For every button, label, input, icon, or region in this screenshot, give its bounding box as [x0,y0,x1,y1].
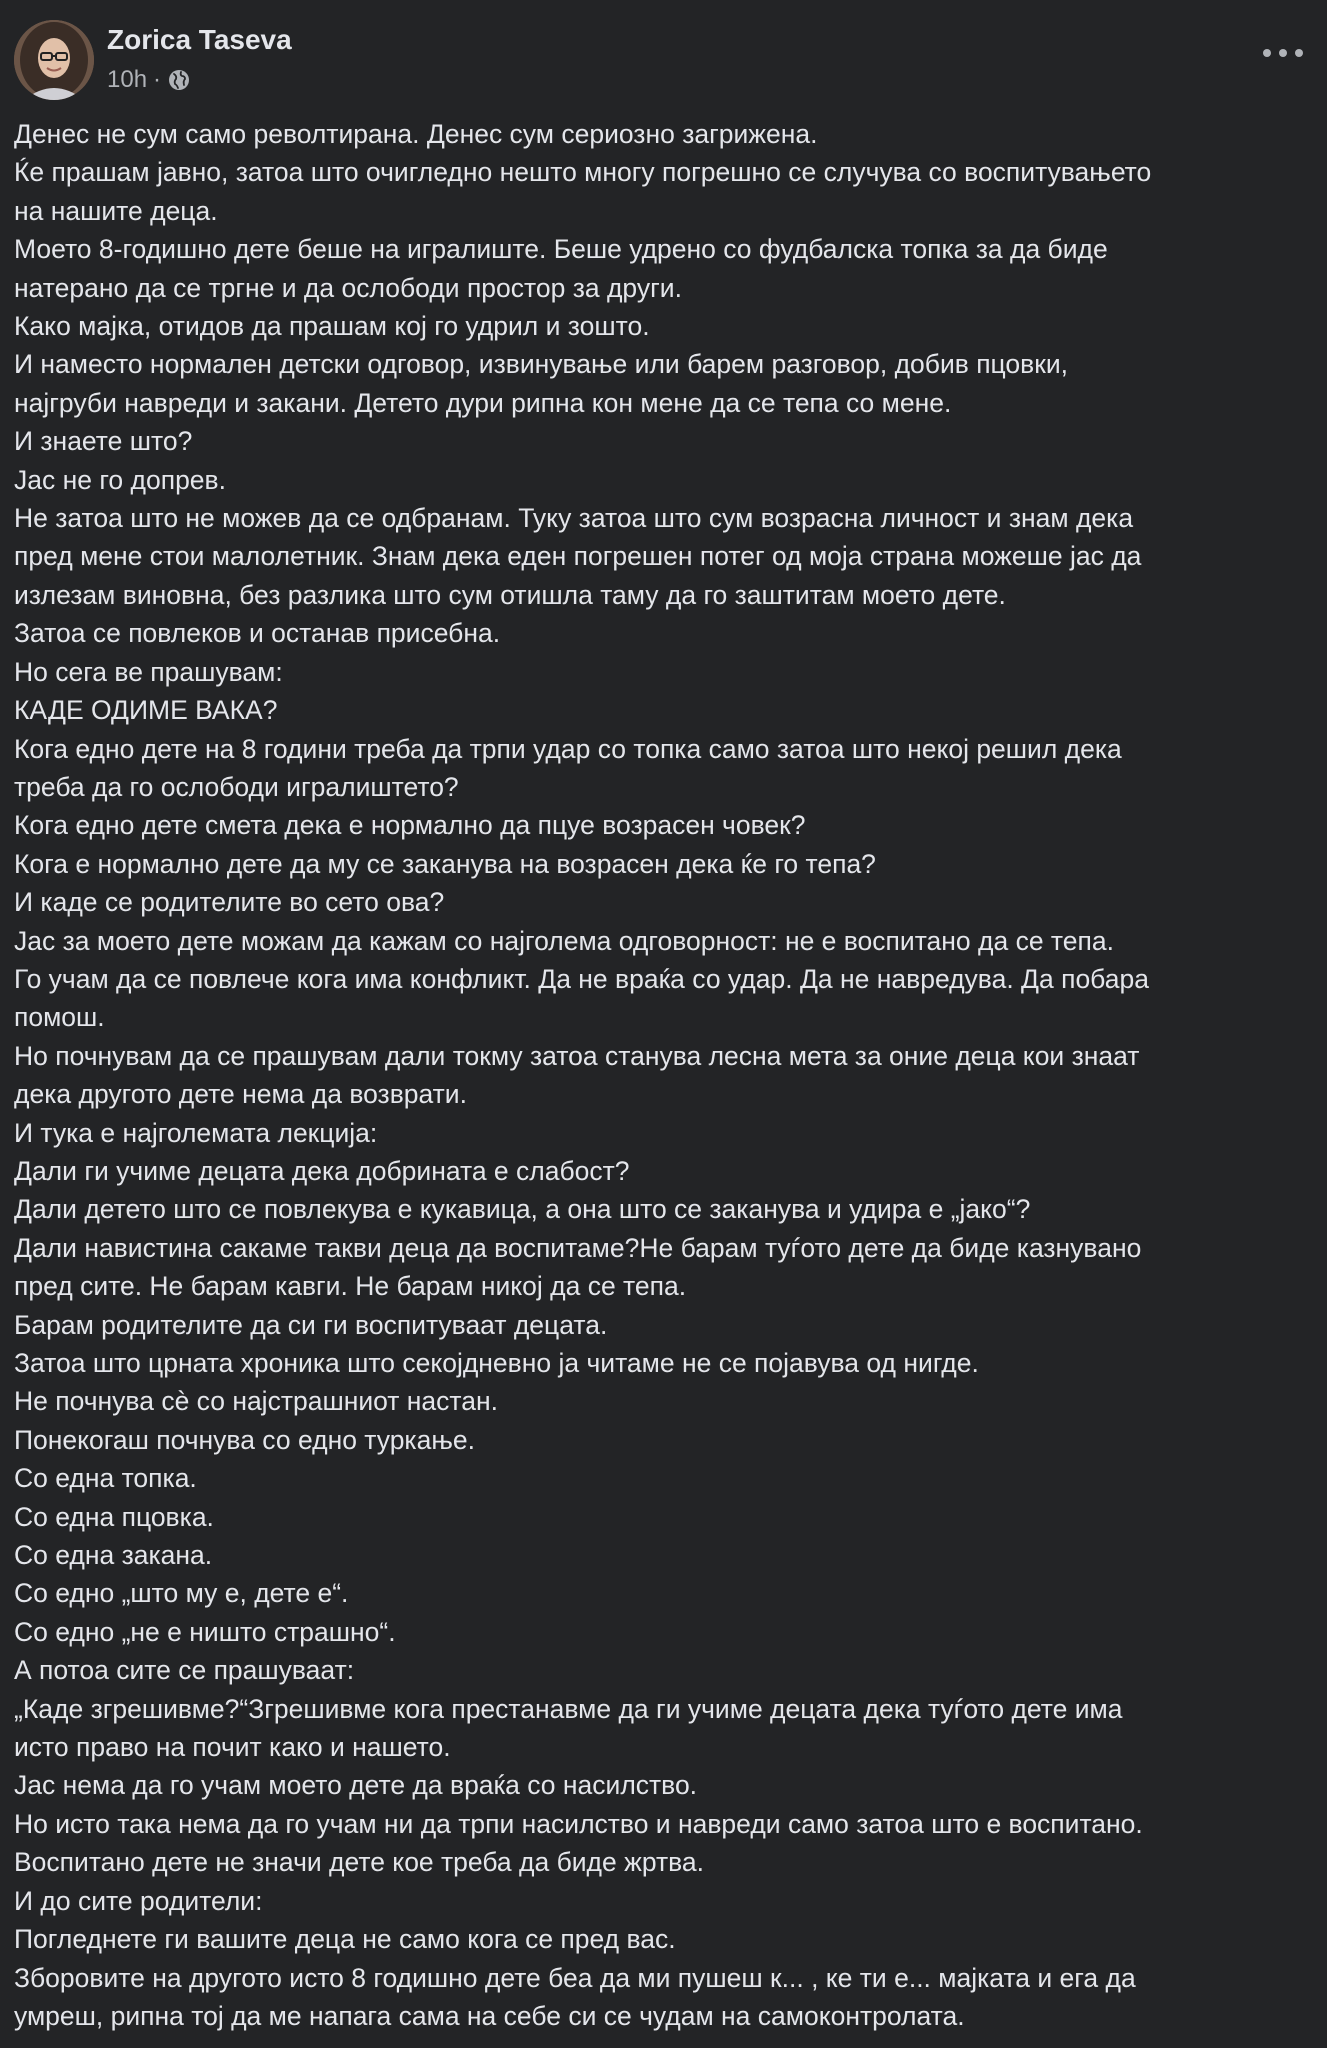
post-text-line: натерано да се тргне и да ослободи простор за други. [14,272,682,303]
more-horizontal-icon-dot [1279,49,1287,57]
post-text-line: Кога е нормално дете да му се заканува на возрасен дека ќе го тепа? [14,848,876,879]
post-text-line: КАДЕ ОДИМЕ ВАКА? [14,695,278,726]
post-text-line: исто право на почит како и нашето. [14,1732,451,1763]
post-text-line: Со едно „што му е, дете е“. [14,1578,349,1609]
post-text-line: Погледнете ги вашите деца не само кога се пред вас. [14,1924,676,1955]
post-text-line: Но сега ве прашувам: [14,656,283,687]
post-text-line: Кога едно дете смета дека е нормално да пцуе возрасен човек? [14,810,806,841]
post-text-line: пред сите. Не барам кавги. Не барам никој да се тепа. [14,1271,687,1302]
post-meta [107,66,191,94]
post-text-line: И до сите родители: [14,1885,263,1916]
post-text-line: треба да го ослободи игралиштето? [14,771,459,802]
post-text-line: на нашите деца. [14,195,218,226]
post-header [14,20,1313,100]
post-text-line: Ќе прашам јавно, затоа што очигледно нешто многу погрешно се случува со воспитувањето [14,157,1152,188]
post-text-line: дека другото дете нема да возврати. [14,1079,467,1110]
post-text-line: Дали ги учиме децата дека добрината е слабост? [14,1155,630,1186]
post-text-line: умреш, рипна тој да ме напага сама на себе си се чудам на самоконтролата. [14,2000,965,2031]
post-text-line: Кога едно дете на 8 години треба да трпи удар со топка само затоа што некој решил дека [14,733,1122,764]
post-text-line: Дали навистина сакаме такви деца да воспитаме?Не барам туѓото дете да биде казнувано [14,1232,1142,1263]
post-text-line: Со едно „не е ништо страшно“. [14,1616,396,1647]
post-text-line: Но почнувам да се прашувам дали токму затоа станува лесна мета за оние деца кои знаат [14,1040,1140,1071]
post-text-line: Понекогаш почнува со едно туркање. [14,1424,475,1455]
post-text-line: Јас нема да го учам моето дете да враќа со насилство. [14,1770,698,1801]
post-text-line: Не затоа што не можев да се одбранам. Туку затоа што сум возрасна личност и знам дека [14,503,1134,534]
post-text-line: А потоа сите се прашуваат: [14,1655,355,1686]
post-text-line: Како мајка, отидов да прашам кој го удрил и зошто. [14,311,650,342]
post-text-line: Моето 8-годишно дете беше на игралиште. Беше удрено со фудбалска топка за да биде [14,234,1108,265]
post-text-line: И каде се родителите во сето ова? [14,887,445,918]
post-text-line: Зборовите на другото исто 8 годишно дете беа да ми пушеш к... , ке ти е... мајката и ега да [14,1962,1136,1993]
more-horizontal-icon-dot [1295,49,1303,57]
post-text-line: Затоа што црната хроника што секојдневно ја читаме не се појавува од нигде. [14,1348,979,1378]
post-text-line: Не почнува сѐ со најстрашниот настан. [14,1386,498,1417]
post-text-line: Денес не сум само револтирана. Денес сум сериозно загрижена. [14,119,818,149]
post-text-line: пред мене стои малолетник. Знам дека еден погрешен потег од моја страна можеше јас да [14,541,1142,572]
post-time[interactable]: 10h [107,66,148,93]
post-text-line: Затоа се повлеков и останав присебна. [14,618,501,649]
avatar-image [14,20,94,100]
post-text-line: Со една закана. [14,1540,213,1571]
post-text-line: најгруби навреди и закани. Детето дури рипна кон мене да се тепа со мене. [14,387,952,418]
post-text-line: Со една пцовка. [14,1501,214,1532]
more-options-button[interactable] [1263,38,1303,68]
post-text-line: излезам виновна, без разлика што сум отишла таму да го заштитам моето дете. [14,579,1006,610]
post-text-line: И тука е најголемата лекција: [14,1117,378,1148]
post-text-line: Барам родителите да си ги воспитуваат децата. [14,1309,608,1340]
post-text-line: И знаете што? [14,426,193,457]
author-name[interactable]: Zorica Taseva [107,24,292,55]
post-text-line: Јас за моето дете можам да кажам со најголема одговорност: не е воспитано да се тепа. [14,925,1114,956]
post-text [14,115,1314,2035]
post-text-line: Воспитано дете не значи дете кое треба да биде жртва. [14,1847,705,1878]
post-text-line: „Каде згрешивме?“Згрешивме кога престанавме да ги учиме децата дека туѓото дете има [14,1693,1123,1724]
avatar[interactable] [14,20,94,100]
post-text-line: Дали детето што се повлекува е кукавица, а она што се заканува и удира е „јако“? [14,1194,1031,1225]
post-text-line: Со една топка. [14,1463,197,1494]
post-text-line: Но исто така нема да го учам ни да трпи насилство и навреди само затоа што е воспитано. [14,1808,1143,1839]
more-horizontal-icon-dot [1263,49,1271,57]
post-text-line: Јас не го допрев. [14,464,226,495]
post-text-line: И наместо нормален детски одговор, извинување или барем разговор, добив пцовки, [14,349,1069,380]
post-text-line: помош. [14,1002,105,1033]
globe-icon[interactable] [167,68,191,92]
post-text-line: Го учам да се повлече кога има конфликт. Да не враќа со удар. Да не навредува. Да побара [14,963,1149,994]
meta-separator: · [153,66,162,93]
